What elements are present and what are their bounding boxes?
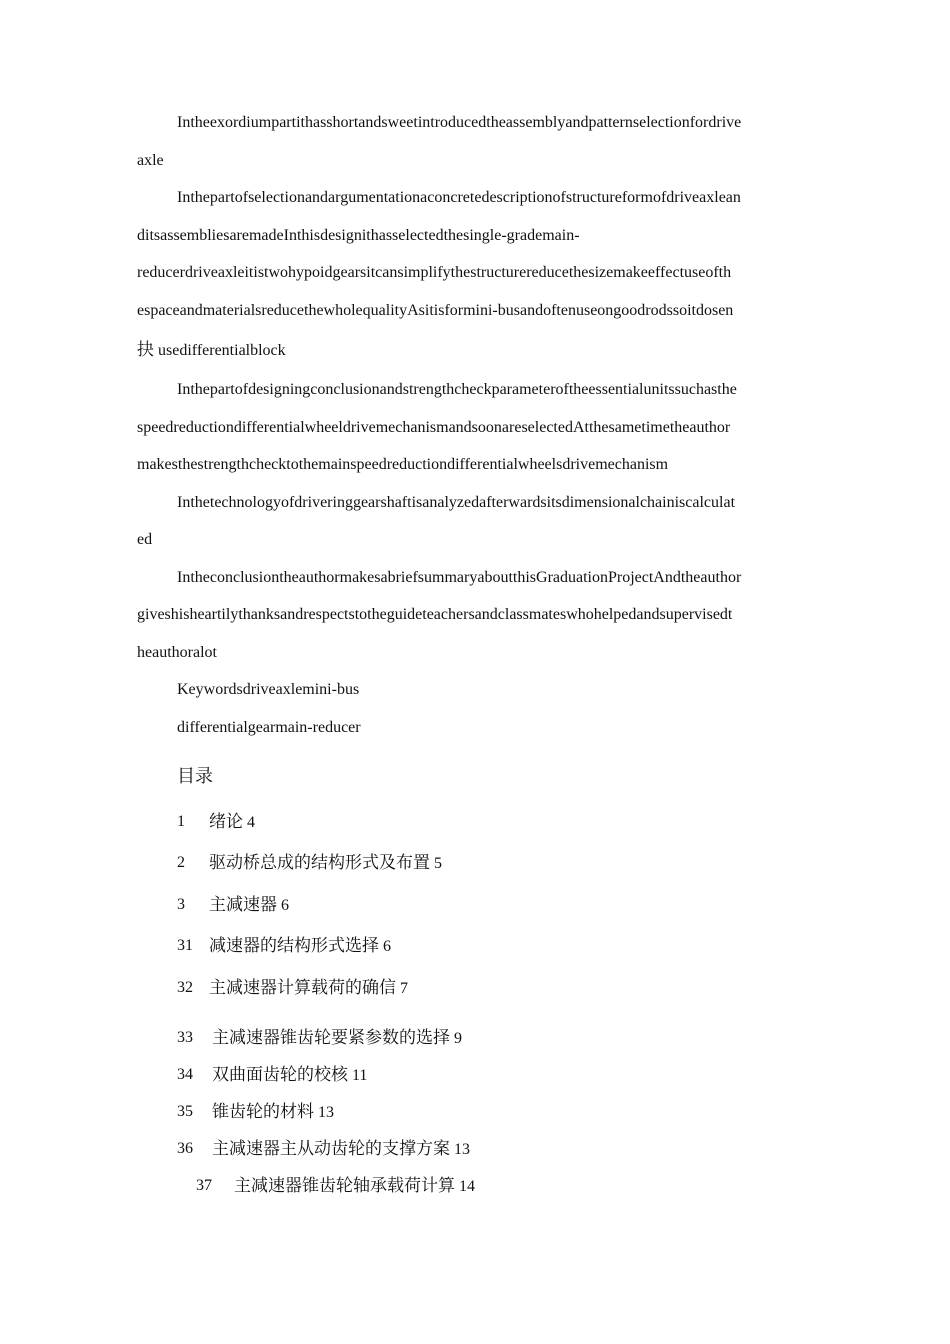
toc-item-number: 35 bbox=[177, 1103, 193, 1120]
abstract-line-12: ed bbox=[137, 531, 153, 548]
toc-item-page: 6 bbox=[281, 897, 289, 914]
toc-item-number: 1 bbox=[177, 813, 185, 830]
toc-item-number: 33 bbox=[177, 1029, 193, 1046]
abstract-line-4: ditsassembliesaremadeInthisdesignithasselectedthesingle-grademain- bbox=[137, 227, 580, 244]
toc-item-title bbox=[209, 812, 255, 833]
toc-item-page: 5 bbox=[434, 855, 442, 872]
toc-item-title-text: 主减速器计算载荷的确信 bbox=[209, 978, 396, 998]
toc-item-number: 34 bbox=[177, 1066, 193, 1083]
toc-item-title bbox=[209, 895, 289, 916]
keywords-line-1: Keywordsdriveaxlemini-bus bbox=[177, 681, 360, 698]
abstract-line-11: Inthetechnologyofdriveringgearshaftisanalyzedafterwardsitsdimensionalchainiscalculat bbox=[177, 494, 736, 511]
toc-item-page: 14 bbox=[459, 1178, 475, 1195]
toc-item-number: 2 bbox=[177, 854, 185, 871]
toc-item-title-text: 绪论 bbox=[209, 812, 243, 832]
toc-item-title-text: 驱动桥总成的结构形式及布置 bbox=[209, 853, 430, 873]
abstract-line-7-text: usedifferentialblock bbox=[158, 342, 286, 359]
abstract-line-9: speedreductiondifferentialwheeldrivemechanismandsoonareselectedAtthesametimetheauthor bbox=[137, 419, 731, 436]
toc-item-title-text: 主减速器锥齿轮轴承载荷计算 bbox=[234, 1176, 455, 1196]
toc-item-title-text: 减速器的结构形式选择 bbox=[209, 936, 379, 956]
toc-item-title bbox=[209, 936, 391, 957]
toc-item-number: 37 bbox=[196, 1177, 212, 1194]
toc-item-title bbox=[209, 853, 442, 874]
cjk-glyph: 抉 bbox=[137, 340, 154, 360]
abstract-line-13: IntheconclusiontheauthormakesabriefsummaryaboutthisGraduationProjectAndtheauthor bbox=[177, 569, 742, 586]
toc-item-title bbox=[234, 1176, 475, 1197]
toc-item-title bbox=[212, 1028, 462, 1049]
toc-item-page: 9 bbox=[454, 1030, 462, 1047]
toc-item-number: 36 bbox=[177, 1140, 193, 1157]
abstract-line-1: Intheexordiumpartithasshortandsweetintroducedtheassemblyandpatternselectionfordrive bbox=[177, 114, 742, 131]
toc-item-title-text: 主减速器锥齿轮要紧参数的选择 bbox=[212, 1028, 450, 1048]
toc-item-number: 32 bbox=[177, 979, 193, 996]
abstract-line-5: reducerdriveaxleitistwohypoidgearsitcansimplifythestructurereducethesizemakeeffectuseofth bbox=[137, 264, 732, 281]
keywords-line-2: differentialgearmain-reducer bbox=[177, 719, 361, 736]
abstract-line-2: axle bbox=[137, 152, 164, 169]
toc-item-title-text: 双曲面齿轮的校核 bbox=[212, 1065, 348, 1085]
toc-item-title-text: 主减速器主从动齿轮的支撑方案 bbox=[212, 1139, 450, 1159]
toc-item-title bbox=[212, 1102, 334, 1123]
abstract-line-6: espaceandmaterialsreducethewholequalityAsitisformini-busandoftenuseongoodrodssoitdosen bbox=[137, 302, 734, 319]
toc-item-page: 13 bbox=[454, 1141, 470, 1158]
toc-item-title bbox=[212, 1065, 367, 1086]
toc-item-number: 3 bbox=[177, 896, 185, 913]
toc-item-page: 7 bbox=[400, 980, 408, 997]
toc-item-number: 31 bbox=[177, 937, 193, 954]
toc-item-page: 4 bbox=[247, 814, 255, 831]
toc-item-title-text: 主减速器 bbox=[209, 895, 277, 915]
toc-heading: 目录 bbox=[177, 766, 213, 787]
abstract-line-14: giveshisheartilythanksandrespectstotheguideteachersandclassmateswhohelpedandsupervisedt bbox=[137, 606, 733, 623]
abstract-line-10: makesthestrengthchecktothemainspeedreductiondifferentialwheelsdrivemechanism bbox=[137, 456, 669, 473]
abstract-line-15: heauthoralot bbox=[137, 644, 217, 661]
toc-item-title bbox=[212, 1139, 470, 1160]
abstract-line-3: Inthepartofselectionandargumentationaconcretedescriptionofstructureformofdriveaxlean bbox=[177, 189, 741, 206]
abstract-line-7 bbox=[137, 340, 286, 361]
toc-item-page: 13 bbox=[318, 1104, 334, 1121]
toc-item-title bbox=[209, 978, 408, 999]
abstract-line-8: Inthepartofdesigningconclusionandstrengthcheckparameteroftheessentialunitssuchasthe bbox=[177, 381, 737, 398]
toc-item-title-text: 锥齿轮的材料 bbox=[212, 1102, 314, 1122]
toc-item-page: 11 bbox=[352, 1067, 368, 1084]
toc-item-page: 6 bbox=[383, 938, 391, 955]
